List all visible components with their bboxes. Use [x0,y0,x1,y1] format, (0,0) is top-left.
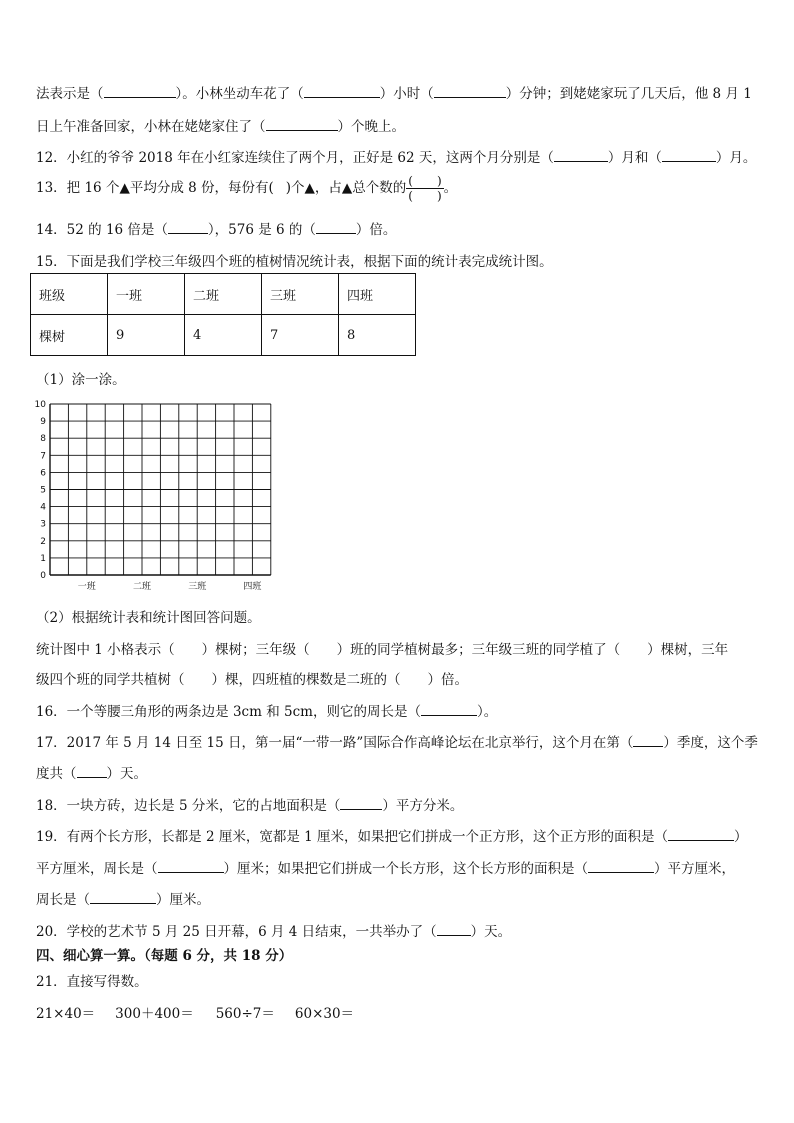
answer-blank[interactable] [437,924,471,936]
y-tick-label: 8 [40,434,46,445]
table-row [31,315,416,356]
question-14: 14．52 的 16 倍是（ ），576 是 6 的（ ）倍。 [36,222,397,238]
answer-blank[interactable] [588,861,654,873]
table-cell: 4 [185,315,262,356]
y-tick-label: 7 [40,451,46,462]
answer-blank[interactable] [304,86,380,98]
answer-blank[interactable] [266,119,338,131]
question-12: 12．小红的爷爷 2018 年在小红家连续住了两个月，正好是 62 天，这两个月分别是（ ）月和（ ）月。 [36,150,757,166]
q15-part1: （1）涂一涂。 [36,372,126,388]
y-tick-label: 6 [40,468,46,479]
answer-blank[interactable] [340,798,382,810]
answer-blank[interactable] [662,150,716,162]
y-tick-label: 10 [34,400,46,410]
answer-blank[interactable] [158,861,224,873]
table-cell: 9 [108,315,185,356]
table-cell: 7 [262,315,339,356]
question-15-intro: 15．下面是我们学校三年级四个班的植树情况统计表，根据下面的统计表完成统计图。 [36,254,553,270]
table-cell: 三班 [262,274,339,315]
question-19-line3: 周长是（ ）厘米。 [36,892,210,908]
x-tick-label: 一班 [77,582,96,592]
table-cell: 8 [339,315,416,356]
q11-line1: 法表示是（ ）。小林坐动车花了（ ）小时（ ）分钟；到姥姥家玩了几天后，他 8 月 1 [36,86,752,102]
fraction-blank[interactable]: $\frac{( )}{( )}$ [408,174,442,203]
y-tick-label: 3 [40,519,46,530]
question-17-line2: 度共（ ）天。 [36,766,147,782]
bar-chart-grid[interactable] [30,398,280,594]
answer-blank[interactable] [77,766,107,778]
question-21-title: 21．直接写得数。 [36,974,148,990]
x-tick-label: 三班 [188,582,207,592]
x-tick-label: 二班 [132,582,152,592]
answer-blank[interactable] [421,704,477,716]
x-tick-label: 四班 [243,582,262,592]
table-cell: 二班 [185,274,262,315]
answer-blank[interactable] [168,222,208,234]
table-cell: 一班 [108,274,185,315]
y-tick-label: 1 [40,553,46,564]
question-13: 13．把 16 个▲平均分成 8 份，每份有( )个▲，占▲总个数的 $\frac{( )}{( )}$ 。 [36,174,458,203]
question-18: 18．一块方砖，边长是 5 分米，它的占地面积是（ ）平方分米。 [36,798,464,814]
question-21-problems [36,1002,354,1022]
answer-blank[interactable] [633,735,663,747]
answer-blank[interactable] [554,150,608,162]
question-20: 20．学校的艺术节 5 月 25 日开幕，6 月 4 日结束，一共举办了（ ）天。 [36,924,512,940]
answer-blank[interactable] [434,86,506,98]
question-17-line1: 17．2017 年 5 月 14 日至 15 日，第一届“一带一路”国际合作高峰论坛在北京举行，这个月在第（ ）季度，这个季 [36,735,758,751]
answer-blank[interactable] [316,222,356,234]
q15-questions-line2: 级四个班的同学共植树（ ）棵，四班植的棵数是二班的（ ）倍。 [36,672,468,688]
question-19-line1: 19．有两个长方形，长都是 2 厘米，宽都是 1 厘米，如果把它们拼成一个正方形，这个正方形的面积是（ ） [36,829,748,845]
q15-questions-line1: 统计图中 1 小格表示（ ）棵树；三年级（ ）班的同学植树最多；三年级三班的同学植了（ ）棵树，三年 [36,642,729,658]
answer-blank[interactable] [668,829,734,841]
math-problem: 60×30＝ [294,1006,355,1022]
tree-planting-table [30,273,416,356]
y-tick-label: 0 [40,571,46,581]
q15-part2: （2）根据统计表和统计图回答问题。 [36,610,261,626]
question-19-line2: 平方厘米，周长是（ ）厘米；如果把它们拼成一个长方形，这个长方形的面积是（ ）平方厘米， [36,861,735,877]
math-problem: 560÷7＝ [215,1006,275,1022]
y-tick-label: 5 [40,485,46,496]
table-row [31,274,416,315]
table-cell: 四班 [339,274,416,315]
question-16: 16．一个等腰三角形的两条边是 3cm 和 5cm，则它的周长是（ ）。 [36,704,498,720]
table-cell: 棵树 [31,315,108,356]
y-tick-label: 4 [40,502,46,513]
table-cell: 班级 [31,274,108,315]
answer-blank[interactable] [104,86,176,98]
math-problem: 21×40＝ [36,1006,96,1022]
y-tick-label: 9 [40,417,46,428]
y-tick-label: 2 [40,536,46,547]
section-4-title: 四、细心算一算。（每题 6 分，共 18 分） [36,948,293,964]
answer-blank[interactable] [90,892,156,904]
math-problem: 300＋400＝ [115,1006,194,1022]
q11-line2: 日上午准备回家，小林在姥姥家住了（ ）个晚上。 [36,119,405,135]
